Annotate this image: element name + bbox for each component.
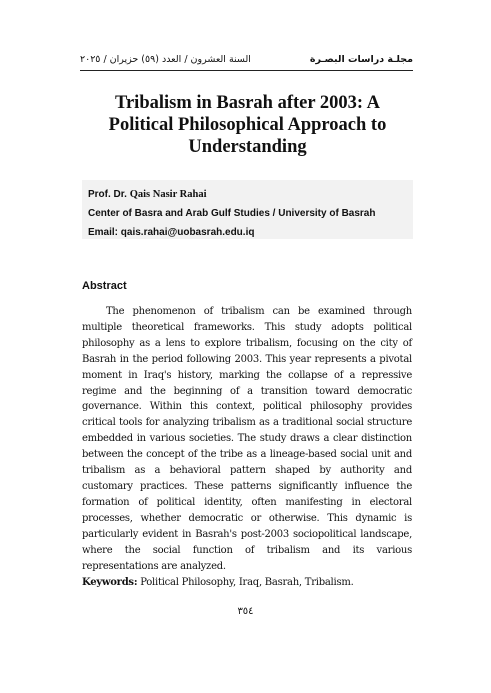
issue-info: السنة العشرون / العدد (٥٩) حزيران / ٢٠٢٥ [80, 54, 251, 65]
page-number: ٣٥٤ [237, 606, 254, 617]
author-name: Qais Nasir Rahai [129, 189, 207, 200]
page-header [80, 54, 413, 65]
keywords-label: Keywords: [82, 577, 138, 588]
paper-title: Tribalism in Basrah after 2003: A Political Philosophical Approach to Understanding [108, 93, 387, 157]
author-line [88, 185, 407, 204]
abstract-heading: Abstract [82, 280, 127, 292]
author-title-prefix: Prof. Dr. [88, 189, 127, 200]
header-rule [80, 70, 413, 71]
keywords-line [82, 575, 413, 590]
author-email: Email: qais.rahai@uobasrah.edu.iq [88, 227, 255, 238]
author-affiliation: Center of Basra and Arab Gulf Studies / University of Basrah [88, 208, 376, 219]
journal-name: مجلـة دراسات البصـرة [309, 54, 413, 65]
abstract-text: The phenomenon of tribalism can be examined through multiple theoretical frameworks. This study adopts political philosophy as a lens to explore tribalism, focusing on the city of Basrah in the period following 2003. This year represents a pivotal moment in Iraq's history, marking the collapse of a repressive regime and the beginning of a transition toward democratic governance. Within this context, political philosophy provides critical tools for analyzing tribalism as a traditional social structure embedded in various societies. The study draws a clear distinction between the concept of the tribe as a lineage-based social unit and tribalism as a behavioral pattern shaped by authority and customary practices. These patterns significantly influence the formation of political identity, often manifesting in electoral processes, whether democratic or otherwise. This dynamic is particularly evident in Basrah's post-2003 sociopolitical landscape, where the social function of tribalism and its various representations are analyzed. [82, 306, 412, 572]
author-box [82, 180, 413, 239]
keywords-text: Political Philosophy, Iraq, Basrah, Tribalism. [140, 577, 354, 588]
